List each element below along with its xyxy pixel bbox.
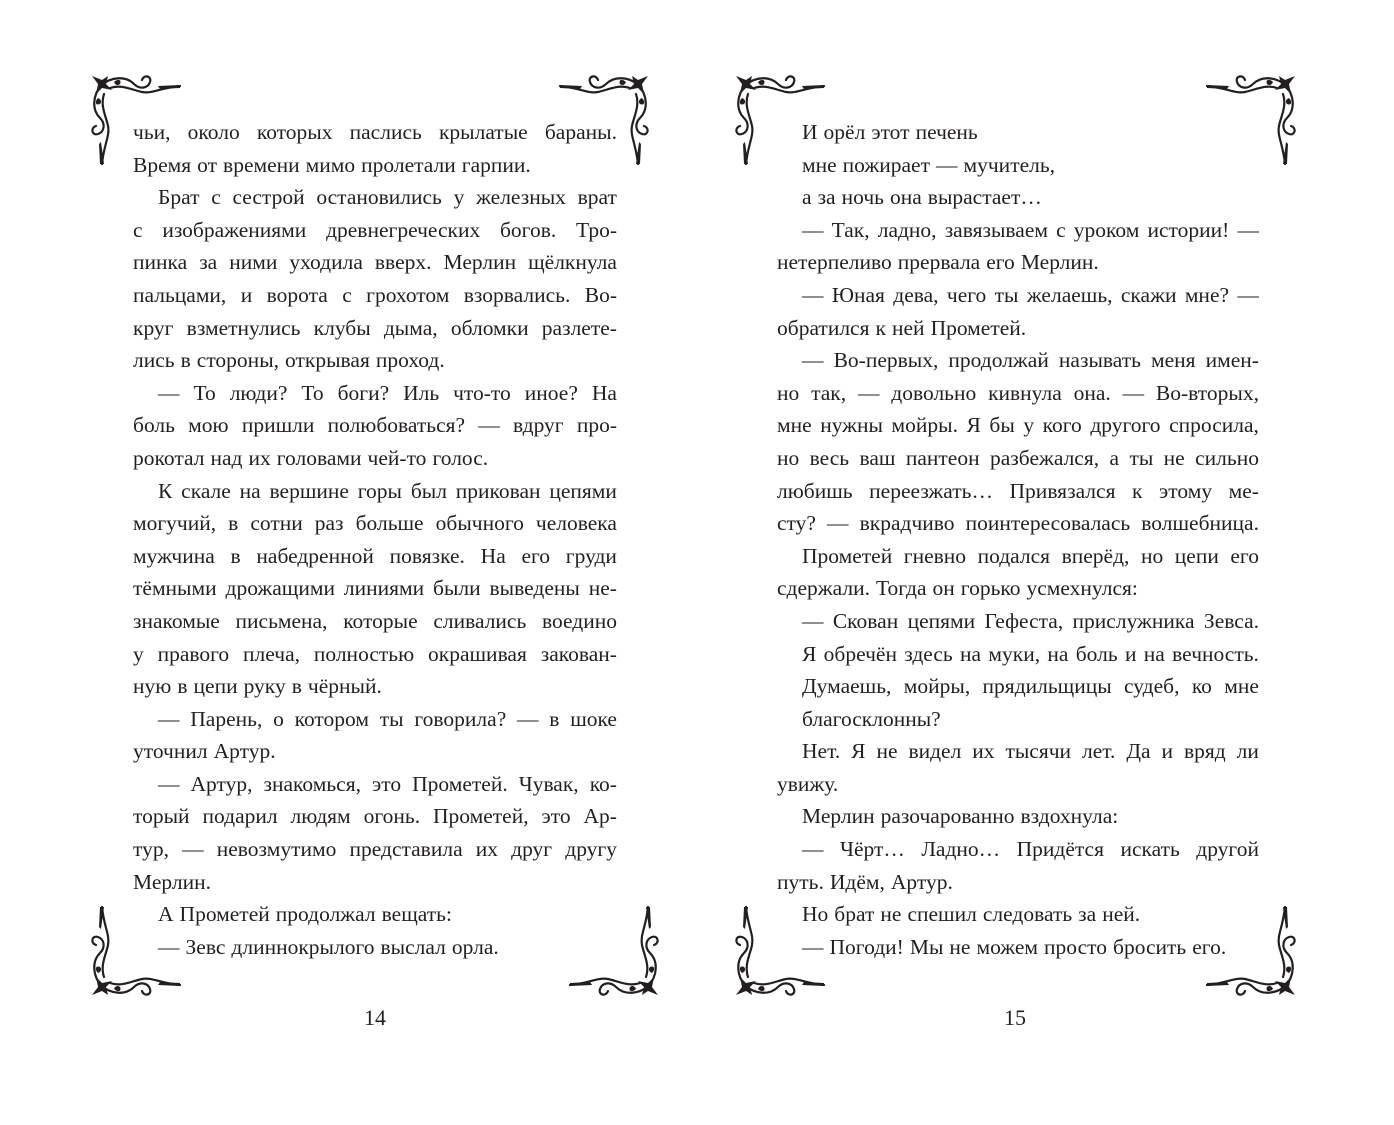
text-line: любишь переезжать… Привязался к этому ме- [777,478,1259,503]
text-line: Мерлин разочарованно вздохнула: [802,804,1119,829]
text-line: Прометей гневно подался вперёд, но цепи его [802,543,1259,568]
text-line: Думаешь, мойры, прядильщицы судеб, ко мне [802,674,1259,699]
text-line: — Зевс длиннокрылого выслал орла. [158,934,499,959]
text-line: Мерлин. [133,869,211,894]
text-line: — Чёрт… Ладно… Придётся искать другой [802,837,1259,862]
text-line: увижу. [777,771,839,796]
text-line: круг взметнулись клубы дыма, обломки разлете- [133,315,617,340]
text-line: боль мою пришли полюбоваться? — вдруг про- [133,413,617,438]
text-line: мне пожирает — мучитель, [802,152,1056,177]
text-line: обратился к ней Прометей. [777,315,1027,340]
text-line: но весь ваш пантеон разбежался, а ты не сильно [777,445,1259,470]
text-line: тур, — невозмутимо представила их друг другу [133,837,617,862]
page-number: 14 [364,1005,386,1030]
text-line: чьи, около которых паслись крылатые бараны. [133,120,617,144]
page-number: 15 [1004,1005,1026,1030]
text-line: нетерпеливо прервала его Мерлин. [777,250,1099,275]
text-line: у правого плеча, полностью окрашивая закован- [133,641,617,666]
text-line: А Прометей продолжал вещать: [158,902,452,927]
text-line: могучий, в сотни раз больше обычного человека [133,511,617,536]
text-line: — Во-первых, продолжай называть меня имен- [802,348,1259,373]
text-line: мужчина в набедренной повязке. На его груди [133,543,617,568]
text-line: уточнил Артур. [133,739,276,764]
text-line: путь. Идём, Артур. [777,869,953,894]
right-page [697,0,1394,1125]
text-line: мне нужны мойры. Я бы у кого другого спросила, [777,413,1259,438]
text-line: — Погоди! Мы не можем просто бросить его. [802,934,1227,959]
text-line: И орёл этот печень [802,120,978,144]
text-line: торый подарил людям огонь. Прометей, это Ар- [133,804,617,829]
text-line: Брат с сестрой остановились у железных врат [158,185,617,210]
text-line: с изображениями древнегреческих богов. Тро- [133,217,617,242]
text-line: — Юная дева, чего ты желаешь, скажи мне? — [802,282,1259,307]
text-line: пальцами, и ворота с грохотом взорвались. Во- [133,282,617,307]
text-line: рокотал над их головами чей-то голос. [133,445,489,470]
text-line: Я обречён здесь на муки, на боль и на вечность. [802,641,1259,666]
text-line: ную в цепи руку в чёрный. [133,674,382,699]
text-line: Но брат не спешил следовать за ней. [802,902,1141,927]
text-line: Время от времени мимо пролетали гарпии. [133,152,531,177]
text-line: сдержали. Тогда он горько усмехнулся: [777,576,1138,601]
text-line: — То люди? То боги? Иль что-то иное? На [158,380,617,405]
text-line: К скале на вершине горы был прикован цепями [158,478,617,503]
text-line: Нет. Я не видел их тысячи лет. Да и вряд ли [802,739,1259,764]
text-line: лись в стороны, открывая проход. [133,348,445,373]
body-text [777,116,1259,963]
body-text [133,116,617,963]
text-line: пинка за ними уходила вверх. Мерлин щёлкнула [133,250,617,275]
text-line: сту? — вкрадчиво поинтересовалась волшебница. [777,511,1259,536]
text-line: но так, — довольно кивнула она. — Во-вторых, [777,380,1259,405]
text-line: а за ночь она вырастает… [802,185,1042,210]
text-line: — Скован цепями Гефеста, прислужника Зевса. [802,608,1259,633]
text-line: — Так, ладно, завязываем с уроком истории! — [802,217,1259,242]
text-line: — Артур, знакомься, это Прометей. Чувак, ко- [158,771,617,796]
text-line: — Парень, о котором ты говорила? — в шоке [158,706,617,731]
text-line: знакомые письмена, которые сливались воедино [133,608,617,633]
text-line: благосклонны? [802,706,941,731]
text-line: тёмными дрожащими линиями были выведены не- [133,576,617,601]
